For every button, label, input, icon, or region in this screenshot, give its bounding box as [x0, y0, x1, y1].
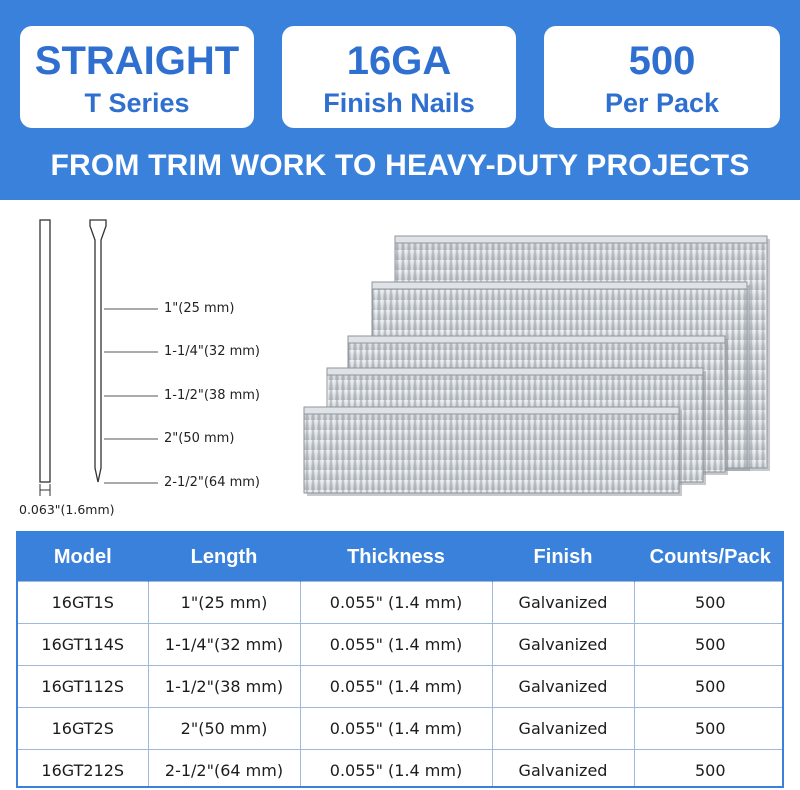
- cell-thickness: 0.055" (1.4 mm): [300, 666, 492, 708]
- nail-diagram: [0, 200, 300, 530]
- col-header-model: Model: [18, 533, 148, 582]
- tagline: FROM TRIM WORK TO HEAVY-DUTY PROJECTS: [50, 149, 750, 182]
- badge-gauge-subtitle: Finish Nails: [323, 88, 475, 118]
- badge-count-subtitle: Per Pack: [604, 88, 720, 118]
- col-header-finish: Finish: [492, 533, 634, 582]
- nail-strips-illustration: [300, 220, 800, 520]
- cell-count: 500: [634, 750, 784, 789]
- length-label-4: 2"(50 mm): [164, 431, 235, 446]
- nail-side-view: [90, 220, 106, 482]
- cell-thickness: 0.055" (1.4 mm): [300, 708, 492, 750]
- cell-finish: Galvanized: [492, 582, 634, 624]
- col-header-counts: Counts/Pack: [634, 533, 784, 582]
- cell-length: 1"(25 mm): [148, 582, 300, 624]
- cell-count: 500: [634, 666, 784, 708]
- cell-thickness: 0.055" (1.4 mm): [300, 582, 492, 624]
- cell-finish: Galvanized: [492, 624, 634, 666]
- cell-finish: Galvanized: [492, 750, 634, 789]
- table-header-row: [18, 533, 784, 582]
- cell-model: 16GT112S: [18, 666, 148, 708]
- table-row: [18, 708, 784, 750]
- cell-count: 500: [634, 624, 784, 666]
- cell-model: 16GT114S: [18, 624, 148, 666]
- table-row: [18, 666, 784, 708]
- cell-count: 500: [634, 708, 784, 750]
- table-row: [18, 582, 784, 624]
- cell-finish: Galvanized: [492, 666, 634, 708]
- cell-thickness: 0.055" (1.4 mm): [300, 624, 492, 666]
- table-row: [18, 624, 784, 666]
- thickness-label: 0.063"(1.6mm): [19, 502, 115, 517]
- length-label-2: 1-1/4"(32 mm): [164, 344, 261, 359]
- cell-count: 500: [634, 582, 784, 624]
- length-label-1: 1"(25 mm): [164, 301, 235, 316]
- nail-front-view: [40, 220, 50, 482]
- col-header-length: Length: [148, 533, 300, 582]
- nail-strip: [304, 407, 682, 496]
- length-label-5: 2-1/2"(64 mm): [164, 475, 261, 490]
- cell-length: 2-1/2"(64 mm): [148, 750, 300, 789]
- badge-count: [544, 26, 780, 128]
- cell-length: 2"(50 mm): [148, 708, 300, 750]
- badge-type-title: STRAIGHT: [34, 39, 240, 83]
- cell-thickness: 0.055" (1.4 mm): [300, 750, 492, 789]
- badge-count-title: 500: [628, 39, 696, 83]
- cell-model: 16GT212S: [18, 750, 148, 789]
- table-row: [18, 750, 784, 789]
- nail-strips-image: [300, 220, 800, 520]
- col-header-thickness: Thickness: [300, 533, 492, 582]
- cell-model: 16GT1S: [18, 582, 148, 624]
- badge-gauge: [282, 26, 516, 128]
- badge-gauge-title: 16GA: [346, 39, 452, 83]
- badge-type-subtitle: T Series: [84, 88, 190, 118]
- cell-length: 1-1/4"(32 mm): [148, 624, 300, 666]
- spec-table: [16, 531, 784, 788]
- header-banner: [0, 0, 800, 200]
- cell-finish: Galvanized: [492, 708, 634, 750]
- length-label-3: 1-1/2"(38 mm): [164, 388, 261, 403]
- badge-type: [20, 26, 254, 128]
- cell-length: 1-1/2"(38 mm): [148, 666, 300, 708]
- cell-model: 16GT2S: [18, 708, 148, 750]
